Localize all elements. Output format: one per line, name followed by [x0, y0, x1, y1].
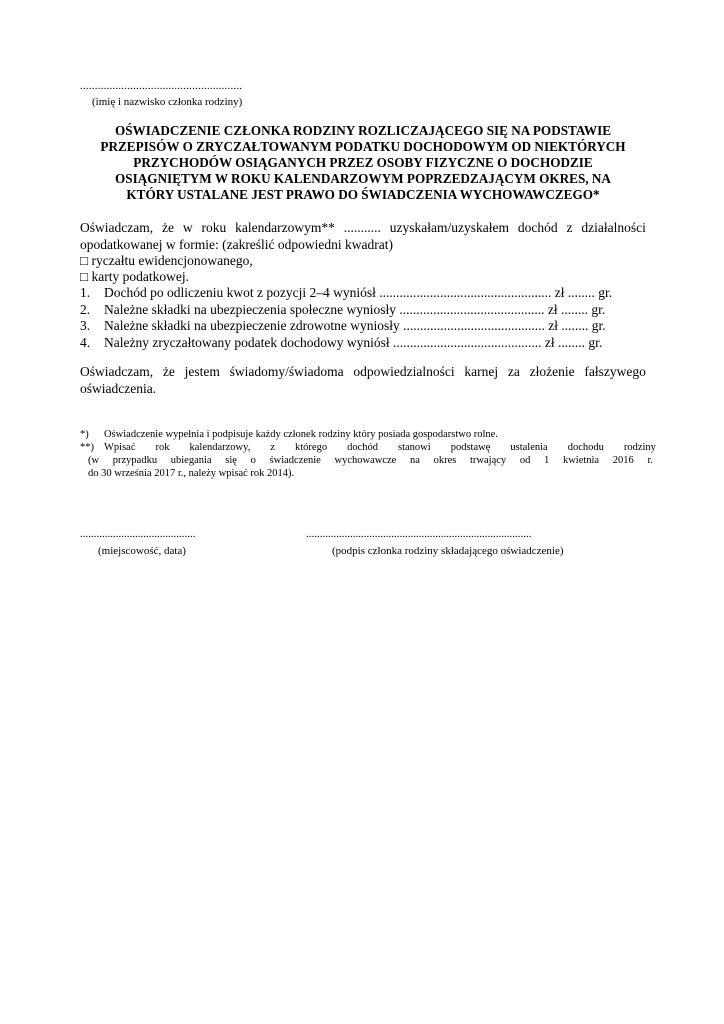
footnote-1 [80, 428, 656, 441]
footnotes [80, 428, 656, 480]
place-date-dotted-line: .......................................... [80, 528, 196, 540]
word: za [507, 364, 520, 379]
word: z [566, 220, 573, 235]
list-number: 3. [80, 318, 91, 333]
word: kalendarzowym** [235, 220, 335, 235]
word: uzyskałam/uzyskałem [389, 220, 509, 235]
word: stanowi [398, 442, 431, 453]
list-item [80, 302, 646, 319]
footnote-text: Oświadczenie wypełnia i podpisuje każdy członek rodziny który posiada gospodarstwo rolne. [104, 429, 498, 440]
place-date-caption: (miejscowość, data) [98, 545, 186, 557]
word: dochodu [567, 442, 604, 453]
word: że [162, 220, 174, 235]
word: kwietnia [562, 455, 600, 466]
footnote-2-continuation: do 30 września 2017 r., należy wpisać rok 2014). [88, 468, 295, 479]
word: rok [155, 442, 170, 453]
responsibility-line-1 [80, 364, 646, 381]
responsibility-line-2: oświadczenia. [80, 380, 157, 396]
word: od [519, 455, 531, 466]
word: roku [201, 220, 227, 235]
income-declaration-paragraph [80, 220, 646, 253]
list-item [80, 318, 646, 335]
word: Wpisać [104, 442, 136, 453]
word: podstawę [450, 442, 491, 453]
word: z [270, 442, 276, 453]
word: fałszywego [584, 364, 646, 379]
word: o [250, 455, 256, 466]
word: karnej [464, 364, 499, 379]
word: świadomy/świadoma [229, 364, 344, 379]
word: w [182, 220, 193, 235]
signature-caption: (podpis członka rodziny składającego oświadczenie) [332, 545, 564, 557]
list-item [80, 285, 646, 302]
word: ubiegania [170, 455, 212, 466]
footnote-marker: **) [80, 442, 94, 453]
word: okres [433, 455, 457, 466]
list-text: Należne składki na ubezpieczenia społeczne wyniosły ........................................... zł ........ gr. [104, 301, 606, 317]
word: r. [647, 455, 653, 466]
list-item [80, 335, 646, 352]
title-line: PRZEPISÓW O ZRYCZAŁTOWANYM PODATKU DOCHODOWYM OD NIEKTÓRYCH [100, 139, 626, 154]
word: jestem [184, 364, 220, 379]
word: na [410, 455, 420, 466]
footnote-text-line [104, 441, 656, 454]
title-line: OSIĄGNIĘTYM W ROKU KALENDARZOWYM POPRZEDZAJĄCYM OKRES, NA [115, 171, 611, 186]
word: Oświadczam, [80, 220, 154, 235]
title-line: OŚWIADCZENIE CZŁONKA RODZINY ROZLICZAJĄCEGO SIĘ NA PODSTAWIE [114, 123, 612, 138]
footnote-2-continuation [80, 454, 653, 467]
word: się [225, 455, 237, 466]
word: działalności [581, 220, 646, 235]
name-dotted-line: ....................................................... [80, 80, 243, 92]
word: odpowiedzialności [353, 364, 455, 379]
amounts-list [80, 285, 646, 351]
list-number: 1. [80, 285, 91, 300]
declaration-line-2: opodatkowanej w formie: (zakreślić odpowiedni kwadrat) [80, 236, 394, 252]
word: ustalenia [510, 442, 548, 453]
word: dochód [347, 442, 379, 453]
responsibility-paragraph [80, 364, 646, 397]
declaration-line-1 [80, 220, 646, 237]
list-text: Należne składki na ubezpieczenie zdrowotne wyniosły .......................................... zł ........ gr. [104, 318, 606, 333]
word: wychowawcze [334, 455, 397, 466]
document-title [80, 123, 646, 203]
name-caption: (imię i nazwisko członka rodziny) [92, 96, 243, 108]
title-line: PRZYCHODÓW OSIĄGANYCH PRZEZ OSOBY FIZYCZNE O DOCHODZIE [133, 155, 593, 170]
word: złożenie [529, 364, 575, 379]
word: 2016 [612, 455, 634, 466]
word: świadczenie [269, 455, 321, 466]
word: dochód [517, 220, 558, 235]
word: kalendarzowy, [189, 442, 251, 453]
checkbox-karta-podatkowa[interactable]: □ karty podatkowej. [80, 269, 190, 284]
word: Oświadczam, [80, 364, 154, 379]
footnote-2 [80, 441, 656, 454]
list-number: 4. [80, 334, 91, 350]
list-number: 2. [80, 301, 91, 317]
title-line: KTÓRY USTALANE JEST PRAWO DO ŚWIADCZENIA WYCHOWAWCZEGO* [126, 187, 600, 202]
word: przypadku [112, 455, 158, 466]
word: którego [295, 442, 328, 453]
word: 1 [544, 455, 550, 466]
checkbox-ryczalt[interactable]: □ ryczałtu ewidencjonowanego, [80, 253, 253, 268]
list-text: Dochód po odliczeniu kwot z pozycji 2–4 wyniósł ................................................... zł ........ gr. [104, 285, 613, 300]
footnote-marker: *) [80, 429, 89, 440]
list-text: Należny zryczałtowany podatek dochodowy wyniósł ............................................ zł ........ gr. [104, 334, 603, 350]
word: trwający [470, 455, 507, 466]
signature-dotted-line: .................................................................................. [306, 528, 532, 540]
word: że [162, 364, 175, 379]
year-blank: ........... [343, 220, 381, 235]
word: (w [88, 455, 100, 466]
word: rodziny [623, 442, 656, 453]
